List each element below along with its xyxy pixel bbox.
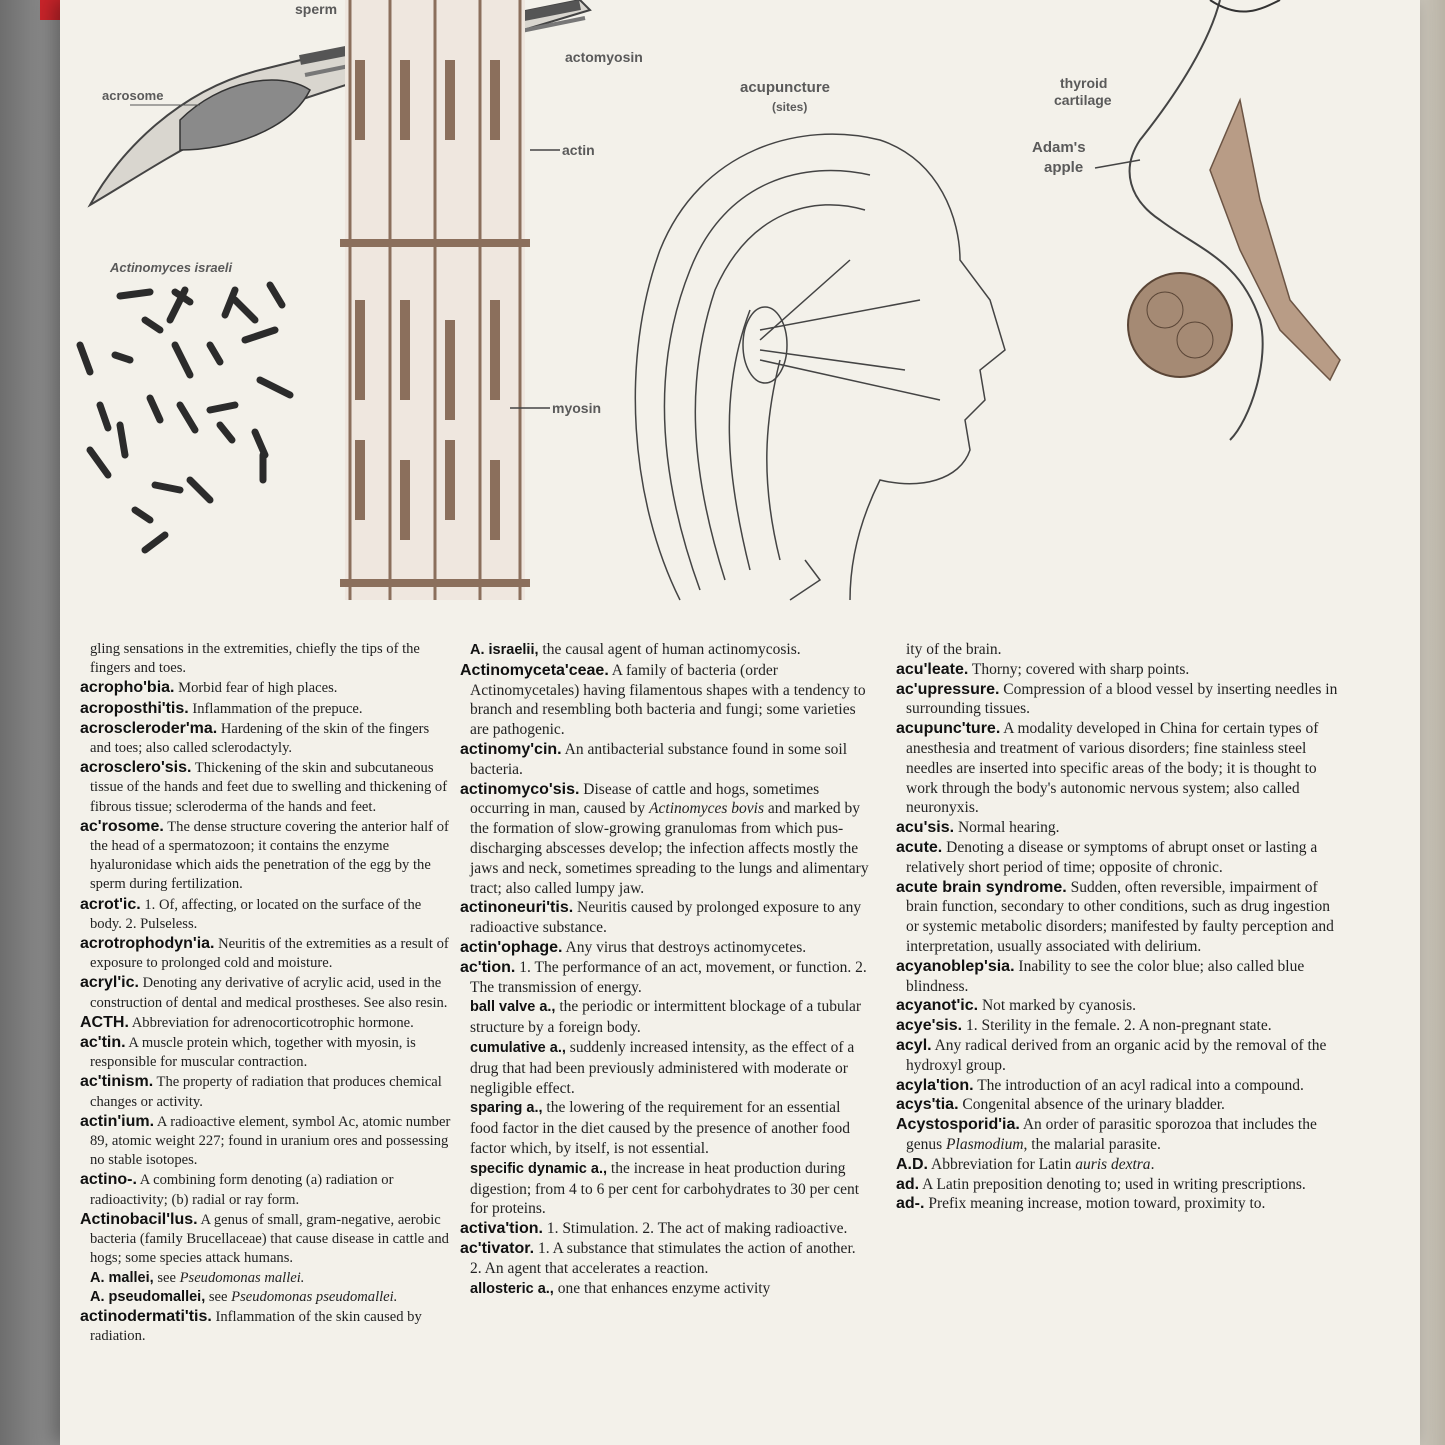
entry: acute brain syndrome. Sudden, often reversible, impairment of brain function, secondary to other conditions, such as drug ingestion or systemic metabolic disorders; manifested by faulty perception and interpretation, usually associated with delirium. bbox=[896, 878, 1334, 955]
sub-entry: A. israelii, the causal agent of human actinomycosis. bbox=[470, 641, 801, 658]
entry: actinomy'cin. An antibacterial substance found in some soil bacteria. bbox=[460, 740, 848, 778]
sub-entry: ball valve a., the periodic or intermittent blockage of a tubular structure by a foreign body. bbox=[470, 998, 862, 1037]
myosin-label: myosin bbox=[552, 400, 602, 416]
sub-entry: cumulative a., suddenly increased intensity, as the effect of a drug that had been previously administered with moderate or negligible effect. bbox=[470, 1038, 855, 1097]
entry: acryl'ic. Denoting any derivative of acrylic acid, used in the construction of dental and medical prostheses. See also resin. bbox=[80, 974, 448, 1011]
entry-continuation: gling sensations in the extremities, chiefly the tips of the fingers and toes. bbox=[90, 641, 420, 677]
entry: Actinomyceta'ceae. A family of bacteria (order Actinomycetales) having filamentous shapes with a tendency to branch and resembling both bacteria and fungi; some varieties are pathogenic. bbox=[460, 661, 866, 739]
sub-entry: sparing a., the lowering of the requirement for an essential food factor in the diet caused by the presence of another food factor which, by itself, is not essential. bbox=[470, 1099, 851, 1157]
column-1 bbox=[80, 640, 452, 1346]
dictionary-page bbox=[60, 0, 1420, 1445]
entry: acrotrophodyn'ia. Neuritis of the extremities as a result of exposure to prolonged cold and moisture. bbox=[80, 935, 449, 972]
entry: ad-. Prefix meaning increase, motion toward, proximity to. bbox=[896, 1195, 1266, 1213]
actinomyces-label: Actinomyces israeli bbox=[110, 260, 233, 275]
column-3 bbox=[896, 640, 1344, 1214]
entry: acyanot'ic. Not marked by cyanosis. bbox=[896, 997, 1137, 1015]
adams-apple-label-line2: apple bbox=[1044, 159, 1084, 176]
entry: ac'tinism. The property of radiation that produces chemical changes or activity. bbox=[80, 1073, 442, 1110]
entry: actino-. A combining form denoting (a) radiation or radioactivity; (b) radial or ray form. bbox=[80, 1171, 394, 1208]
actomyosin-label: actomyosin bbox=[565, 49, 643, 65]
entry: acu'leate. Thorny; covered with sharp points. bbox=[896, 660, 1190, 678]
entry: acropho'bia. Morbid fear of high places. bbox=[80, 679, 338, 697]
entry: ac'tion. 1. The performance of an act, movement, or function. 2. The transmission of energy. bbox=[460, 958, 867, 996]
entry: ac'tivator. 1. A substance that stimulates the action of another. 2. An agent that accelerates a reaction. bbox=[460, 1239, 856, 1277]
neck-illustration bbox=[1128, 0, 1340, 440]
adams-apple-label-line1: Adam's bbox=[1032, 139, 1086, 156]
acupuncture-sites-label: (sites) bbox=[772, 100, 808, 114]
entry: acu'sis. Normal hearing. bbox=[896, 819, 1060, 837]
acrosome-label: acrosome bbox=[102, 88, 164, 103]
entry: actinodermati'tis. Inflammation of the skin caused by radiation. bbox=[80, 1307, 422, 1345]
sub-entry: A. pseudomallei, see Pseudomonas pseudomallei. bbox=[90, 1288, 398, 1305]
acupuncture-label: acupuncture bbox=[740, 79, 831, 96]
entry: activa'tion. 1. Stimulation. 2. The act of making radioactive. bbox=[460, 1220, 848, 1238]
sub-entry: A. mallei, see Pseudomonas mallei. bbox=[90, 1269, 305, 1286]
entry: acroposthi'tis. Inflammation of the prepuce. bbox=[80, 699, 363, 717]
entry: actinomyco'sis. Disease of cattle and hogs, sometimes occurring in man, caused by Actinomyces bovis and marked by the formation of slow-growing granulomas from which pus-discharging abscesses develop; the infection affects mostly the jaws and neck, sometimes spreading to the lungs and alimentary tract; also called lumpy jaw. bbox=[460, 780, 869, 897]
entry: acyanoblep'sia. Inability to see the color blue; also called blue blindness. bbox=[896, 957, 1305, 995]
entry: acupunc'ture. A modality developed in China for certain types of anesthesia and treatment of various disorders; fine stainless steel needles are inserted into specific areas of the body; it is thought to work through the body's autonomic nervous system; also called neuronyxis. bbox=[896, 720, 1319, 817]
entry: acrot'ic. 1. Of, affecting, or located on the surface of the body. 2. Pulseless. bbox=[80, 895, 422, 932]
acupuncture-head-illustration bbox=[635, 134, 1005, 600]
entry: acroscleroder'ma. Hardening of the skin of the fingers and toes; also called sclerodactyly. bbox=[80, 719, 430, 757]
entry: actinoneuri'tis. Neuritis caused by prolonged exposure to any radioactive substance. bbox=[460, 899, 862, 937]
entry: ad. A Latin preposition denoting to; used in writing prescriptions. bbox=[896, 1175, 1306, 1193]
entry: ACTH. Abbreviation for adrenocorticotrophic hormone. bbox=[80, 1013, 414, 1031]
entry: acrosclero'sis. Thickening of the skin and subcutaneous tissue of the hands and feet due to swelling and thickening of fibrous tissue; scleroderma of the hands and feet. bbox=[80, 759, 448, 815]
actinomyces-illustration bbox=[80, 285, 290, 550]
thyroid-label-line2: cartilage bbox=[1054, 92, 1112, 108]
entry: A.D. Abbreviation for Latin auris dextra. bbox=[896, 1155, 1155, 1173]
sub-entry: specific dynamic a., the increase in heat production during digestion; from 4 to 6 per cent for carbohydrates to 30 per cent for proteins. bbox=[470, 1159, 860, 1218]
column-2 bbox=[460, 640, 870, 1299]
entry: Actinobacil'lus. A genus of small, gram-negative, aerobic bacteria (family Brucellaceae) that cause disease in cattle and hogs; some species attack humans. bbox=[80, 1210, 449, 1267]
actomyosin-illustration bbox=[340, 0, 530, 600]
entry: acye'sis. 1. Sterility in the female. 2. A non-pregnant state. bbox=[896, 1017, 1272, 1035]
entry: ac'rosome. The dense structure covering the anterior half of the head of a spermatozoon; it contains the enzyme hyaluronidase which aids the penetration of the egg by the sperm during fertilization. bbox=[80, 817, 449, 893]
entry: acyl. Any radical derived from an organic acid by the removal of the hydroxyl group. bbox=[896, 1036, 1327, 1074]
actin-label: actin bbox=[562, 142, 595, 158]
entry-continuation: ity of the brain. bbox=[906, 641, 1002, 658]
entry: acute. Denoting a disease or symptoms of abrupt onset or lasting a relatively short period of time; opposite of chronic. bbox=[896, 838, 1318, 876]
illustrations bbox=[60, 0, 1420, 640]
entry: ac'upressure. Compression of a blood vessel by inserting needles in surrounding tissues. bbox=[896, 680, 1338, 718]
entry: acyla'tion. The introduction of an acyl radical into a compound. bbox=[896, 1076, 1304, 1094]
thyroid-label-line1: thyroid bbox=[1060, 75, 1108, 91]
sperm-label: sperm bbox=[295, 1, 338, 17]
entry: actin'ophage. Any virus that destroys actinomycetes. bbox=[460, 938, 807, 956]
entry: ac'tin. A muscle protein which, together with myosin, is responsible for muscular contraction. bbox=[80, 1034, 416, 1071]
entry: actin'ium. A radioactive element, symbol Ac, atomic number 89, atomic weight 227; found in uranium ores and possessing no stable isotopes. bbox=[80, 1112, 451, 1169]
sub-entry: allosteric a., one that enhances enzyme activity bbox=[470, 1279, 771, 1297]
entry: acys'tia. Congenital absence of the urinary bladder. bbox=[896, 1096, 1225, 1114]
entry: Acystosporid'ia. An order of parasitic sporozoa that includes the genus Plasmodium, the malarial parasite. bbox=[896, 1116, 1317, 1153]
